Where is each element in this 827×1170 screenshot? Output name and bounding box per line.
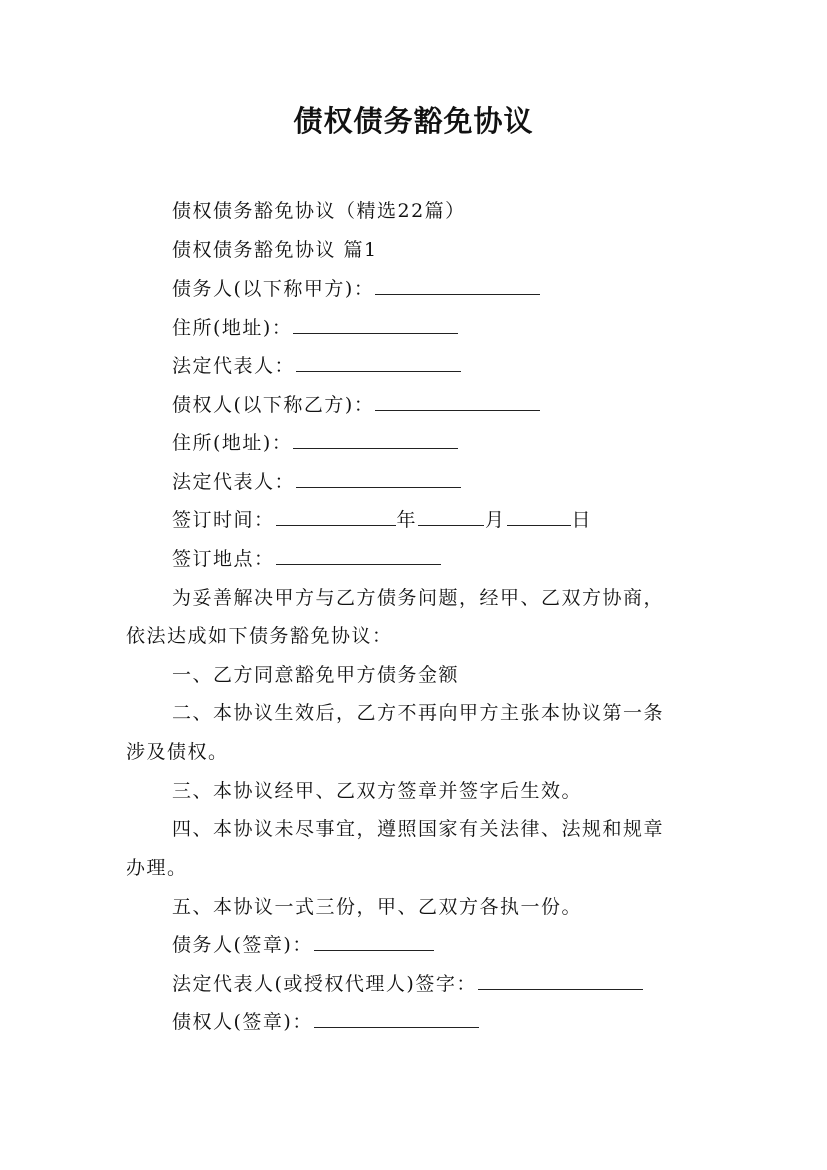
month-blank: [418, 524, 484, 526]
creditor-seal-line: [172, 1003, 480, 1041]
clause-text: 涉及债权。: [126, 741, 229, 763]
creditor-seal-blank: [314, 1026, 479, 1028]
clause-text: 五、本协议一式三份，甲、乙双方各执一份。: [172, 896, 583, 918]
clause-line: [172, 888, 582, 926]
paragraph-line: [172, 579, 664, 617]
document-title: 债权债务豁免协议: [293, 104, 534, 138]
clause-text: 办理。: [126, 857, 188, 879]
signing-place-line: [172, 540, 442, 578]
clause-line: [126, 849, 188, 887]
creditor-address-line: [172, 424, 459, 462]
debtor-legal-rep-line: [172, 347, 462, 385]
signing-place-blank: [276, 563, 441, 565]
clause-line: [172, 694, 664, 732]
creditor-label: 债权人(以下称乙方)：: [172, 394, 375, 416]
debtor-legal-rep-blank: [296, 370, 461, 372]
creditor-legal-rep-line: [172, 463, 462, 501]
clause-text: 一、乙方同意豁免甲方债务金额: [172, 664, 460, 686]
debtor-blank: [375, 293, 540, 295]
clause-line: [172, 772, 582, 810]
clause-line: [172, 656, 459, 694]
day-label: 日: [571, 509, 593, 531]
debtor-legal-rep-label: 法定代表人：: [172, 355, 296, 377]
debtor-seal-label: 债务人(签章)：: [172, 934, 313, 956]
creditor-legal-rep-blank: [296, 486, 461, 488]
clause-text: 三、本协议经甲、乙双方签章并签字后生效。: [172, 780, 583, 802]
creditor-legal-rep-label: 法定代表人：: [172, 471, 296, 493]
creditor-line: [172, 386, 541, 424]
clause-text: 四、本协议未尽事宜，遵照国家有关法律、法规和规章: [172, 818, 665, 840]
debtor-address-blank: [293, 332, 458, 334]
legal-rep-signature-line: [172, 965, 644, 1003]
debtor-line: [172, 270, 541, 308]
section-heading-text: 债权债务豁免协议 篇1: [172, 239, 378, 261]
subtitle-text: 债权债务豁免协议（精选22篇）: [172, 200, 466, 222]
signing-date-line: [172, 501, 592, 539]
signing-place-label: 签订地点：: [172, 548, 275, 570]
debtor-seal-line: [172, 926, 435, 964]
legal-rep-signature-label: 法定代表人(或授权代理人)签字：: [172, 973, 477, 995]
creditor-seal-label: 债权人(签章)：: [172, 1011, 313, 1033]
debtor-address-label: 住所(地址)：: [172, 317, 293, 339]
paragraph-text: 依法达成如下债务豁免协议：: [126, 625, 393, 647]
day-blank: [507, 524, 571, 526]
clause-text: 二、本协议生效后，乙方不再向甲方主张本协议第一条: [172, 702, 665, 724]
creditor-address-blank: [293, 447, 458, 449]
section-heading: [172, 231, 378, 269]
legal-rep-signature-blank: [478, 988, 643, 990]
creditor-blank: [375, 409, 540, 411]
debtor-label: 债务人(以下称甲方)：: [172, 278, 375, 300]
creditor-address-label: 住所(地址)：: [172, 432, 293, 454]
clause-line: [172, 810, 664, 848]
signing-date-label: 签订时间：: [172, 509, 275, 531]
year-label: 年: [396, 509, 418, 531]
paragraph-line: [126, 617, 393, 655]
year-blank: [276, 524, 396, 526]
subtitle-line: [172, 192, 466, 230]
paragraph-text: 为妥善解决甲方与乙方债务问题，经甲、乙双方协商，: [172, 587, 665, 609]
debtor-address-line: [172, 309, 459, 347]
clause-line: [126, 733, 229, 771]
debtor-seal-blank: [314, 949, 434, 951]
month-label: 月: [485, 509, 506, 531]
